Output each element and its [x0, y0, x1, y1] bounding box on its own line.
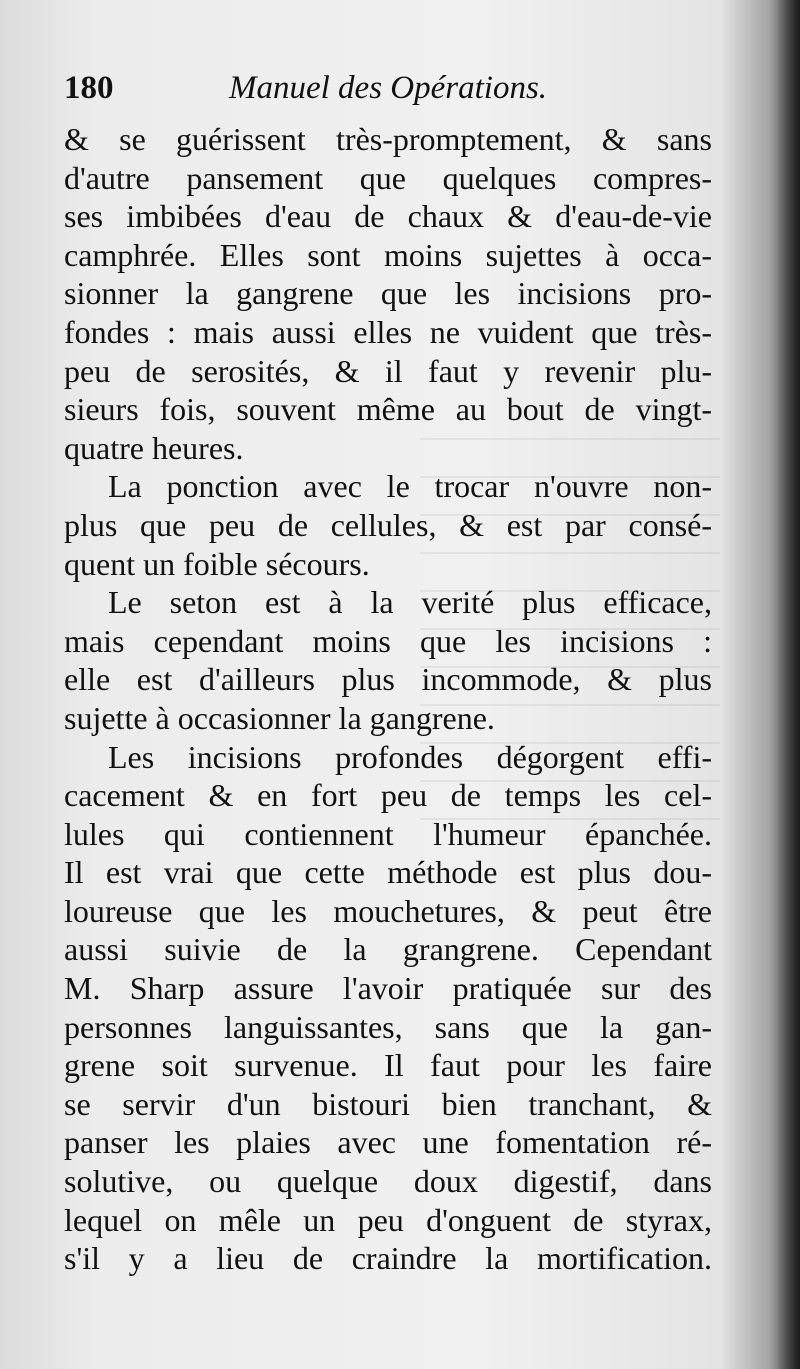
- text-line: se servir d'un bistouri bien tranchant, &: [64, 1085, 712, 1122]
- text-line: camphrée. Elles sont moins sujettes à occa-: [64, 236, 712, 273]
- text-line: plus que peu de cellules, & est par consé-: [64, 506, 712, 543]
- text-line: La ponction avec le trocar n'ouvre non-: [108, 468, 712, 505]
- page-number: 180: [64, 70, 114, 106]
- text-line: lequel on mêle un peu d'onguent de styrax,: [64, 1201, 712, 1238]
- text-line: Il est vrai que cette méthode est plus dou-: [64, 854, 712, 891]
- page-header: [64, 70, 664, 120]
- text-line: cacement & en fort peu de temps les cel-: [64, 777, 712, 814]
- text-line: sionner la gangrene que les incisions pro-: [64, 275, 712, 312]
- text-line: grene soit survenue. Il faut pour les faire: [64, 1047, 712, 1084]
- text-line: mais cependant moins que les incisions :: [64, 622, 712, 659]
- text-line: s'il y a lieu de craindre la mortification.: [64, 1240, 712, 1277]
- text-line: aussi suivie de la grangrene. Cependant: [64, 931, 712, 968]
- text-line: sujette à occasionner la gangrene.: [64, 699, 495, 736]
- text-line: & se guérissent très-promptement, & sans: [64, 121, 712, 157]
- text-line: panser les plaies avec une fomentation ré-: [64, 1124, 712, 1161]
- text-line: elle est d'ailleurs plus incommode, & plus: [64, 661, 712, 698]
- text-line: lules qui contiennent l'humeur épanchée.: [64, 815, 712, 852]
- text-line: ses imbibées d'eau de chaux & d'eau-de-vie: [64, 198, 712, 235]
- text-line: M. Sharp assure l'avoir pratiquée sur des: [64, 970, 712, 1007]
- text-line: d'autre pansement que quelques compres-: [64, 159, 712, 196]
- text-line: loureuse que les mouchetures, & peut être: [64, 892, 712, 929]
- text-line: personnes languissantes, sans que la gan-: [64, 1008, 712, 1045]
- text-line: solutive, ou quelque doux digestif, dans: [64, 1163, 712, 1200]
- text-line: sieurs fois, souvent même au bout de vingt-: [64, 391, 712, 428]
- text-line: Les incisions profondes dégorgent effi-: [108, 738, 712, 775]
- text-line: quatre heures.: [64, 429, 244, 466]
- text-line: Le seton est à la verité plus efficace,: [108, 584, 712, 621]
- text-line: quent un foible sécours.: [64, 545, 370, 582]
- body-text: [64, 120, 712, 1278]
- text-line: fondes : mais aussi elles ne vuident que très-: [64, 313, 712, 350]
- text-line: peu de serosités, & il faut y revenir plu-: [64, 352, 712, 389]
- running-title: Manuel des Opérations.: [229, 70, 548, 106]
- binding-shadow: [770, 0, 800, 1369]
